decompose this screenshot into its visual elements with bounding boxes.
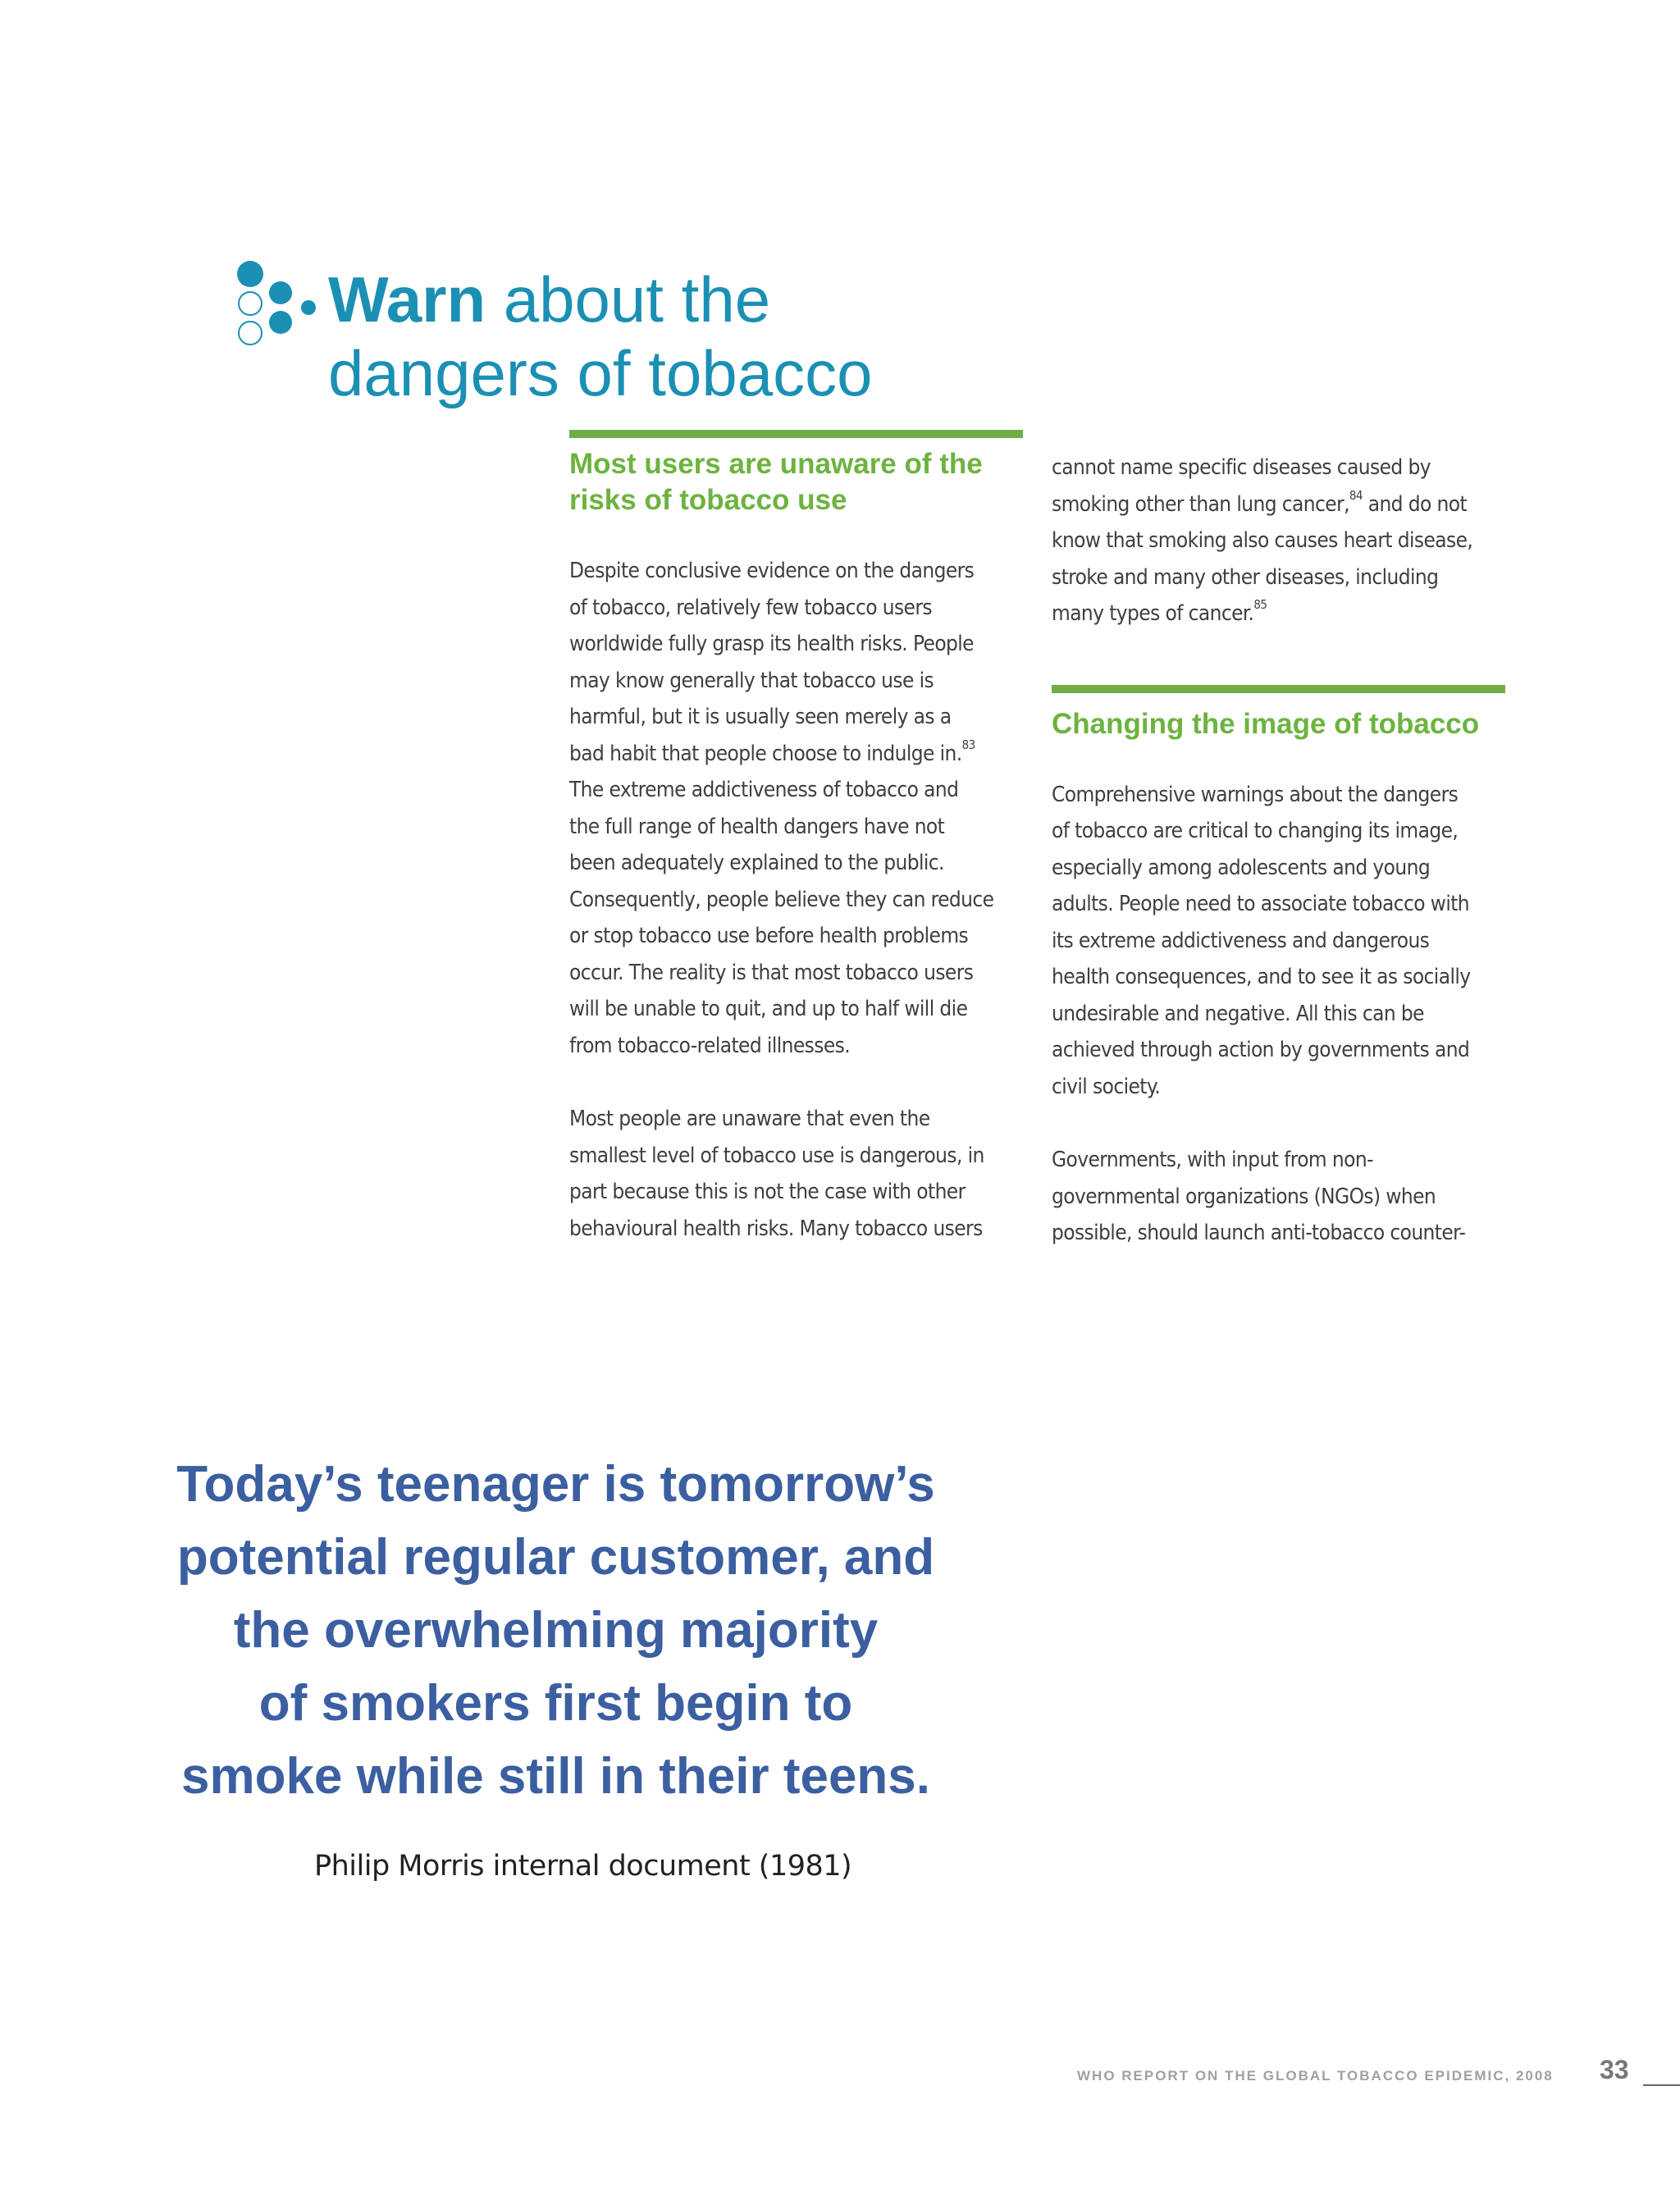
title-line-2: dangers of tobacco [328,337,873,409]
quote-line: of smokers first begin to [258,1675,853,1732]
text-line: may know generally that tobacco use is [569,668,934,693]
footnote-ref: 83 [961,737,975,752]
text-line: will be unable to quit, and up to half will die [569,997,968,1021]
title-bold-word: Warn [328,263,486,335]
section-rule [1052,685,1505,693]
text-line: The extreme addictiveness of tobacco and [569,778,959,802]
paragraph [569,553,1025,1247]
text-line: smallest level of tobacco use is dangerous, in [569,1143,984,1168]
text-line: from tobacco-related illnesses. [569,1033,851,1058]
text-line: occur. The reality is that most tobacco users [569,960,974,985]
footer-rule [1643,2084,1680,2086]
text-line [569,736,1025,773]
quote-line: Today’s teenager is tomorrow’s [176,1456,935,1513]
text-span: many types of cancer. [1052,601,1254,626]
text-line: cannot name specific diseases caused by [1052,455,1431,480]
text-line: Despite conclusive evidence on the dangers [569,559,975,583]
footnote-ref: 85 [1253,597,1267,612]
text-line: or stop tobacco use before health problems [569,924,969,948]
text-line: harmful, but it is usually seen merely as a [569,705,952,729]
text-span: bad habit that people choose to indulge in. [569,741,962,766]
quote-line: the overwhelming majority [233,1602,879,1659]
text-line: the full range of health dangers have not [569,814,945,839]
text-line: undesirable and negative. All this can be [1052,1001,1424,1026]
subheading-line: risks of tobacco use [569,484,847,516]
section-heading-image: Changing the image of tobacco [1052,707,1480,740]
text-line: health consequences, and to see it as socially [1052,965,1471,989]
text-line: stroke and many other diseases, including [1052,564,1439,590]
text-line: Most people are unaware that even the [569,1107,930,1131]
text-line [1052,486,1507,523]
page-title [328,262,1066,410]
quote-attribution: Philip Morris internal document (1981) [314,1850,852,1883]
text-line: possible, should launch anti-tobacco counter- [1052,1221,1466,1245]
text-line: been adequately explained to the public. [569,851,944,875]
text-line: its extreme addictiveness and dangerous [1052,928,1430,953]
paragraph [1052,777,1507,1252]
quote-line: smoke while still in their teens. [180,1748,931,1805]
page-number: 33 [1600,2055,1629,2084]
left-column [569,430,1025,1247]
text-line: civil society. [1052,1074,1161,1099]
text-line: of tobacco are critical to changing its image, [1052,819,1459,843]
text-line: Governments, with input from non- [1052,1148,1373,1172]
text-line: know that smoking also causes heart disease, [1052,528,1473,553]
text-line: achieved through action by governments and [1052,1038,1470,1062]
section-heading-risks [569,446,1025,518]
footer-report-title: WHO REPORT ON THE GLOBAL TOBACCO EPIDEMIC, 2008 [1077,2068,1554,2084]
text-line: of tobacco, relatively few tobacco users [569,595,932,620]
section-rule [569,430,1023,438]
text-line [1052,596,1507,632]
text-line: Comprehensive warnings about the dangers [1052,782,1459,807]
text-line: behavioural health risks. Many tobacco users [569,1216,983,1241]
text-line: worldwide fully grasp its health risks. People [569,632,974,656]
paragraph [1052,450,1507,632]
subheading-line: Most users are unaware of the [569,448,983,480]
footnote-ref: 84 [1349,487,1363,503]
pull-quote [139,1448,972,1813]
text-span: smoking other than lung cancer, [1052,491,1349,517]
text-span: and do not [1362,491,1468,517]
dots-bullet-icon [233,258,331,364]
right-column [1052,450,1507,1252]
text-line: adults. People need to associate tobacco with [1052,892,1470,916]
text-line: part because this is not the case with other [569,1180,966,1204]
title-rest: about the [486,263,771,335]
quote-line: potential regular customer, and [176,1529,935,1586]
text-line: governmental organizations (NGOs) when [1052,1184,1436,1209]
text-line: Consequently, people believe they can reduce [569,887,994,912]
text-line: especially among adolescents and young [1052,855,1431,880]
